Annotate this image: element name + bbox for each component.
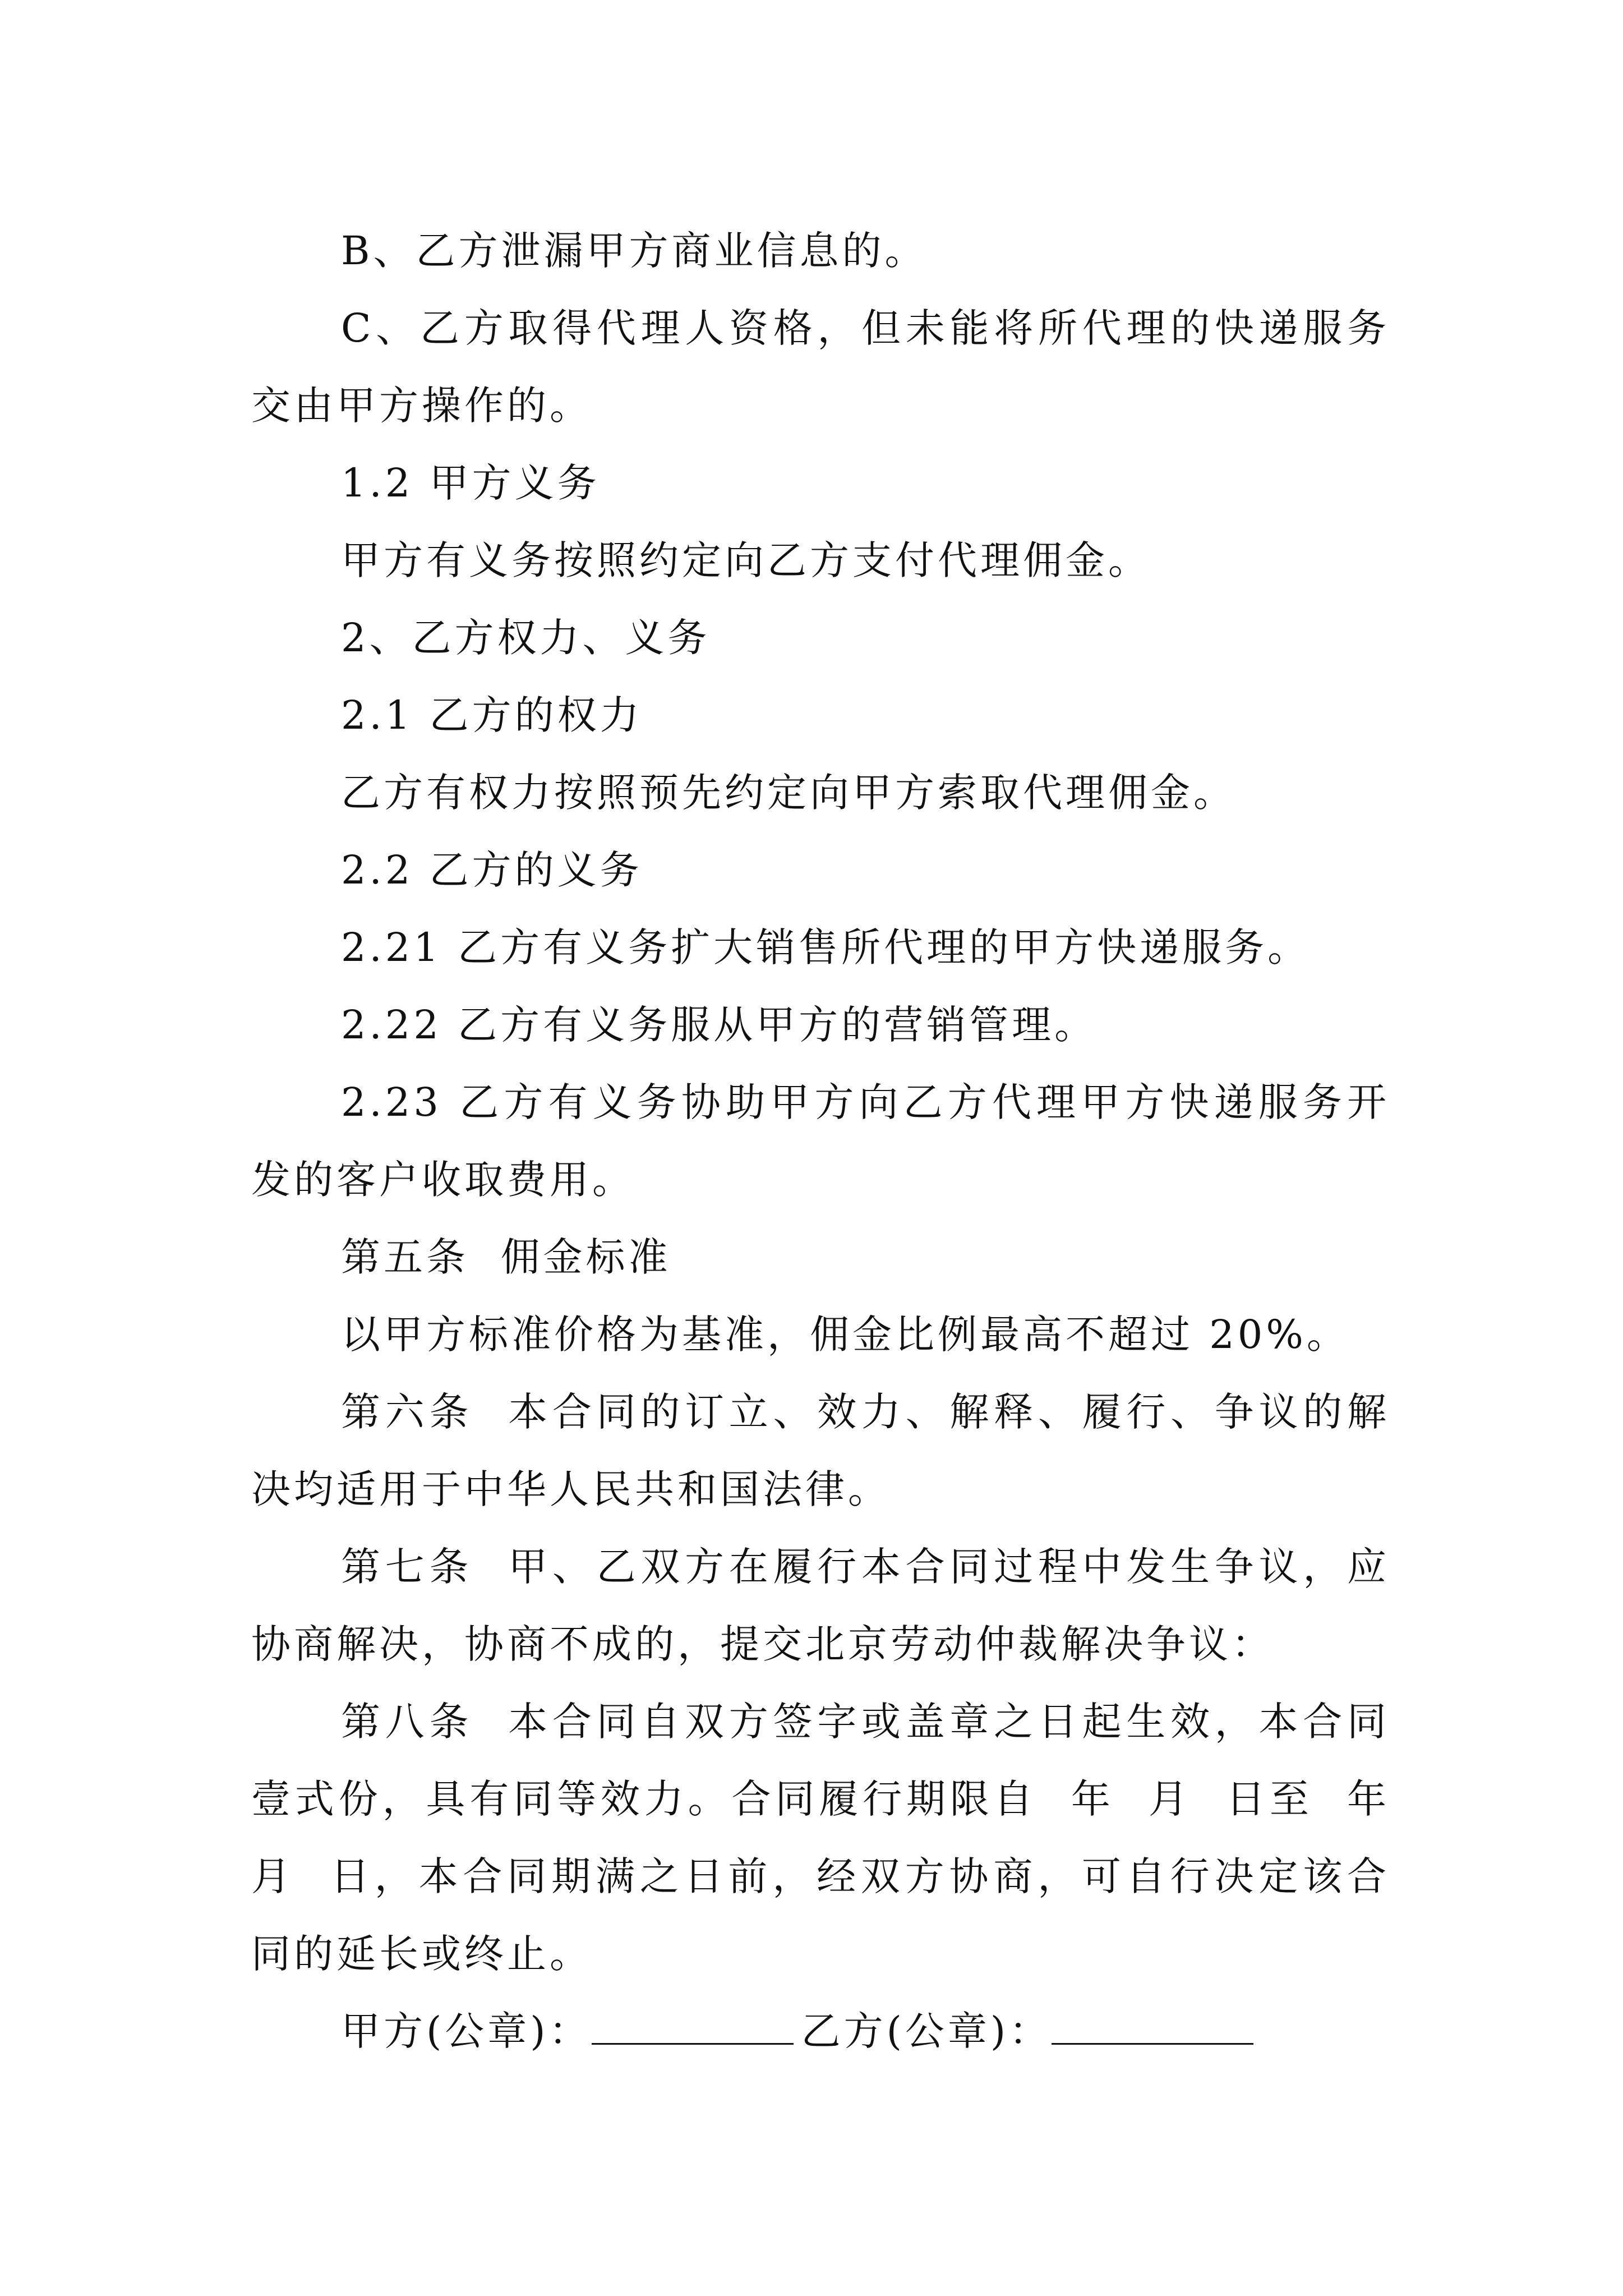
- article-7: 第七条 甲、乙双方在履行本合同过程中发生争议，应协商解决，协商不成的，提交北京劳动仲裁解决争议：: [251, 1544, 1390, 1667]
- section-2-1-heading: 2.1 乙方的权力: [341, 692, 643, 738]
- party-a-signature-blank[interactable]: [592, 2004, 794, 2045]
- section-2-heading: 2、乙方权力、义务: [341, 615, 711, 661]
- party-a-label: 甲方(公章)：: [341, 2008, 592, 2054]
- section-1-2-body: 甲方有义务按照约定向乙方支付代理佣金。: [341, 537, 1151, 583]
- clause-c: C、乙方取得代理人资格，但未能将所代理的快递服务交由甲方操作的。: [251, 305, 1390, 429]
- section-2-23: 2.23 乙方有义务协助甲方向乙方代理甲方快递服务开发的客户收取费用。: [251, 1079, 1390, 1203]
- section-2-21: 2.21 乙方有义务扩大销售所代理的甲方快递服务。: [341, 924, 1311, 970]
- section-2-1-body: 乙方有权力按照预先约定向甲方索取代理佣金。: [341, 770, 1236, 816]
- article-5-heading: 第五条 佣金标准: [341, 1234, 671, 1280]
- document-page: [251, 212, 1422, 2070]
- article-6: 第六条 本合同的订立、效力、解释、履行、争议的解决均适用于中华人民共和国法律。: [251, 1389, 1390, 1512]
- signature-row: [251, 1993, 1390, 2070]
- party-b-signature-blank[interactable]: [1052, 2004, 1253, 2045]
- section-1-2-heading: 1.2 甲方义务: [341, 460, 600, 506]
- section-2-2-heading: 2.2 乙方的义务: [341, 847, 643, 893]
- article-8: 第八条 本合同自双方签字或盖章之日起生效，本合同壹式份，具有同等效力。合同履行期限自 年 月 日至 年 月 日，本合同期满之日前，经双方协商，可自行决定该合同的延长或终止。: [251, 1699, 1422, 1977]
- clause-b: B、乙方泄漏甲方商业信息的。: [341, 228, 928, 274]
- section-2-22: 2.22 乙方有义务服从甲方的营销管理。: [341, 1002, 1098, 1048]
- article-5-body: 以甲方标准价格为基准，佣金比例最高不超过 20%。: [341, 1312, 1349, 1358]
- party-b-label: 乙方(公章)：: [801, 2008, 1052, 2054]
